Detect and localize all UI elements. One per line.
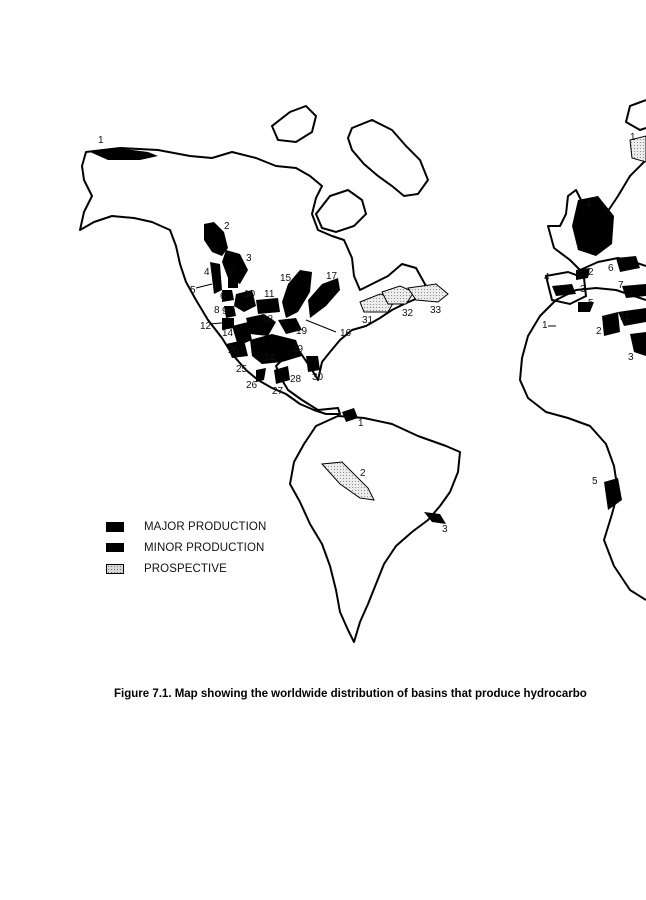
- legend-minor-label: MINOR PRODUCTION: [144, 541, 265, 554]
- basin-na-17: [308, 278, 340, 318]
- label-na-17: 17: [326, 271, 338, 282]
- label-na-15: 15: [280, 273, 292, 284]
- basin-sa-1: [342, 408, 358, 422]
- scandinavia-outline: [626, 100, 646, 130]
- label-na-20: 20: [228, 345, 240, 356]
- label-na-24: 24: [264, 353, 276, 364]
- label-eu-1: 1: [586, 198, 592, 209]
- label-na-33: 33: [430, 305, 442, 316]
- prospective-swatch: [106, 564, 124, 574]
- label-na-16: 16: [340, 328, 352, 339]
- label-na-27: 27: [272, 386, 284, 397]
- label-eu-prospective-1: 1: [630, 132, 636, 143]
- label-na-7: 7: [228, 269, 234, 280]
- label-na-9: 9: [222, 306, 228, 317]
- basin-na-30: [306, 356, 320, 372]
- label-na-29: 29: [292, 344, 304, 355]
- south-america-outline: [290, 416, 460, 642]
- africa-outline: [520, 288, 646, 600]
- basin-na-4: [210, 262, 222, 294]
- label-af-2: 2: [596, 326, 602, 337]
- label-eu-4: 4: [544, 272, 550, 283]
- label-na-30: 30: [312, 372, 324, 383]
- basin-eu-3: [552, 284, 576, 296]
- minor-production-swatch: [106, 543, 124, 552]
- greenland-outline: [348, 120, 428, 196]
- legend-major-label: MAJOR PRODUCTION: [144, 520, 267, 533]
- label-eu-7: 7: [618, 280, 624, 291]
- label-na-18: 18: [262, 314, 274, 325]
- label-eu-3: 3: [580, 284, 586, 295]
- label-na-25: 25: [236, 364, 248, 375]
- label-af-11: 11: [620, 312, 631, 323]
- major-production-areas: [90, 148, 646, 524]
- label-na-26: 26: [246, 380, 258, 391]
- legend-prospective-label: PROSPECTIVE: [144, 562, 227, 575]
- label-na-10: 10: [244, 289, 256, 300]
- label-sa-1: 1: [358, 418, 364, 429]
- legend-minor-production: [106, 537, 266, 558]
- label-af-5: 5: [592, 476, 598, 487]
- label-na-28: 28: [290, 374, 302, 385]
- label-na-1: 1: [98, 135, 104, 146]
- basin-af-5: [604, 478, 622, 510]
- label-af-1: 1: [542, 320, 548, 331]
- figure-caption: Figure 7.1. Map showing the worldwide distribution of basins that produce hydrocarbo: [114, 688, 587, 700]
- label-na-11: 11: [264, 289, 275, 300]
- label-na-5: 5: [190, 285, 196, 296]
- label-eu-2: 2: [588, 267, 594, 278]
- label-na-6: 6: [220, 291, 226, 302]
- north-america-outline: [80, 148, 426, 414]
- label-na-19: 19: [296, 326, 308, 337]
- label-na-31: 31: [362, 315, 374, 326]
- prospective-sa-2: [322, 462, 374, 500]
- legend-major-production: [106, 516, 266, 537]
- label-af-3: 3: [628, 352, 634, 363]
- label-eu-5: 5: [588, 298, 594, 309]
- label-na-3: 3: [246, 253, 252, 264]
- label-na-8: 8: [214, 305, 220, 316]
- basin-eu-1: [572, 196, 614, 256]
- baffin-island-outline: [316, 190, 366, 232]
- arctic-island-outline: [272, 106, 316, 142]
- label-sa-3: 3: [442, 524, 448, 535]
- basin-na-11: [256, 298, 280, 314]
- major-production-swatch: [106, 522, 124, 532]
- basin-eu-6: [616, 256, 640, 272]
- label-eu-6: 6: [608, 263, 614, 274]
- label-na-2: 2: [224, 221, 230, 232]
- label-na-4: 4: [204, 267, 210, 278]
- label-na-12: 12: [200, 321, 212, 332]
- basin-sa-3: [424, 512, 446, 524]
- label-na-14: 14: [222, 328, 234, 339]
- map-legend: [106, 516, 266, 579]
- basin-eu-7: [622, 284, 646, 298]
- legend-prospective: [106, 558, 266, 579]
- label-na-32: 32: [402, 308, 414, 319]
- basin-af-2: [602, 312, 620, 336]
- north-america-labels: [98, 135, 442, 397]
- label-sa-2: 2: [360, 468, 366, 479]
- basin-na-26: [256, 368, 266, 382]
